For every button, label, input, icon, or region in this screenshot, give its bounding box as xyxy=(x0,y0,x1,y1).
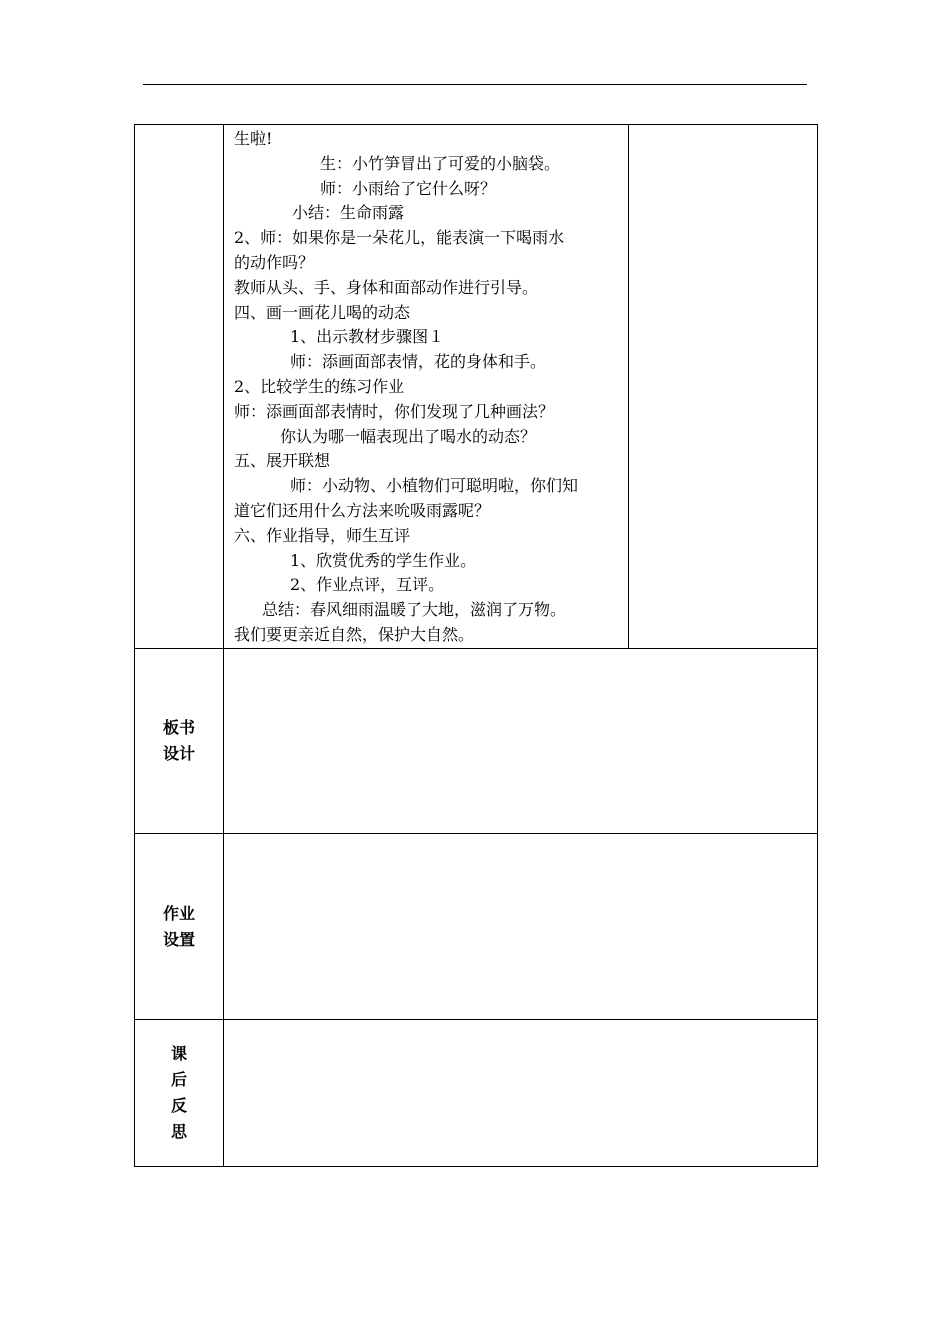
lesson-line: 师：添画面部表情时，你们发现了几种画法？ xyxy=(234,401,555,421)
lesson-line: 小结：生命雨露 xyxy=(292,203,405,223)
lesson-line: 2、比较学生的练习作业 xyxy=(234,376,405,396)
homework-content xyxy=(224,834,818,1020)
lesson-line: 的动作吗？ xyxy=(234,252,315,272)
board-design-row xyxy=(135,649,818,834)
reflection-row xyxy=(135,1020,818,1167)
lesson-line: 师：添画面部表情，花的身体和手。 xyxy=(290,352,547,372)
lesson-line: 你认为哪一幅表现出了喝水的动态？ xyxy=(280,426,537,446)
process-row xyxy=(135,125,818,649)
lesson-line: 生啦! xyxy=(234,129,273,148)
reflection-content xyxy=(224,1020,818,1167)
lesson-line: 六、作业指导，师生互评 xyxy=(234,525,411,545)
lesson-plan-table xyxy=(134,124,818,1167)
lesson-line: 五、展开联想 xyxy=(234,451,331,471)
process-notes-cell xyxy=(629,125,818,649)
lesson-line: 我们要更亲近自然，保护大自然。 xyxy=(234,624,475,644)
lesson-line: 道它们还用什么方法来吮吸雨露呢？ xyxy=(234,500,491,520)
lesson-line: 总结：春风细雨温暖了大地，滋润了万物。 xyxy=(262,600,567,620)
lesson-line: 四、画一画花儿喝的动态 xyxy=(234,302,411,322)
lesson-line: 教师从头、手、身体和面部动作进行引导。 xyxy=(234,277,539,297)
homework-label: 作业 设置 xyxy=(135,834,224,1020)
lesson-line: 1、出示教材步骤图１ xyxy=(290,327,445,347)
lesson-line: 师：小雨给了它什么呀？ xyxy=(320,178,497,198)
lesson-line: 师：小动物、小植物们可聪明啦，你们知 xyxy=(290,476,579,496)
board-design-label: 板书 设计 xyxy=(135,649,224,834)
board-design-content xyxy=(224,649,818,834)
process-label-cell xyxy=(135,125,224,649)
homework-row xyxy=(135,834,818,1020)
process-content-cell xyxy=(224,125,629,649)
header-rule xyxy=(143,84,807,85)
lesson-line: 2、师：如果你是一朵花儿，能表演一下喝雨水 xyxy=(234,228,565,248)
lesson-content xyxy=(224,125,628,648)
lesson-line: 生：小竹笋冒出了可爱的小脑袋。 xyxy=(320,153,561,173)
lesson-line: 2、作业点评，互评。 xyxy=(290,575,445,595)
lesson-line: 1、欣赏优秀的学生作业。 xyxy=(290,550,477,570)
reflection-label: 课 后 反 思 xyxy=(135,1020,224,1167)
